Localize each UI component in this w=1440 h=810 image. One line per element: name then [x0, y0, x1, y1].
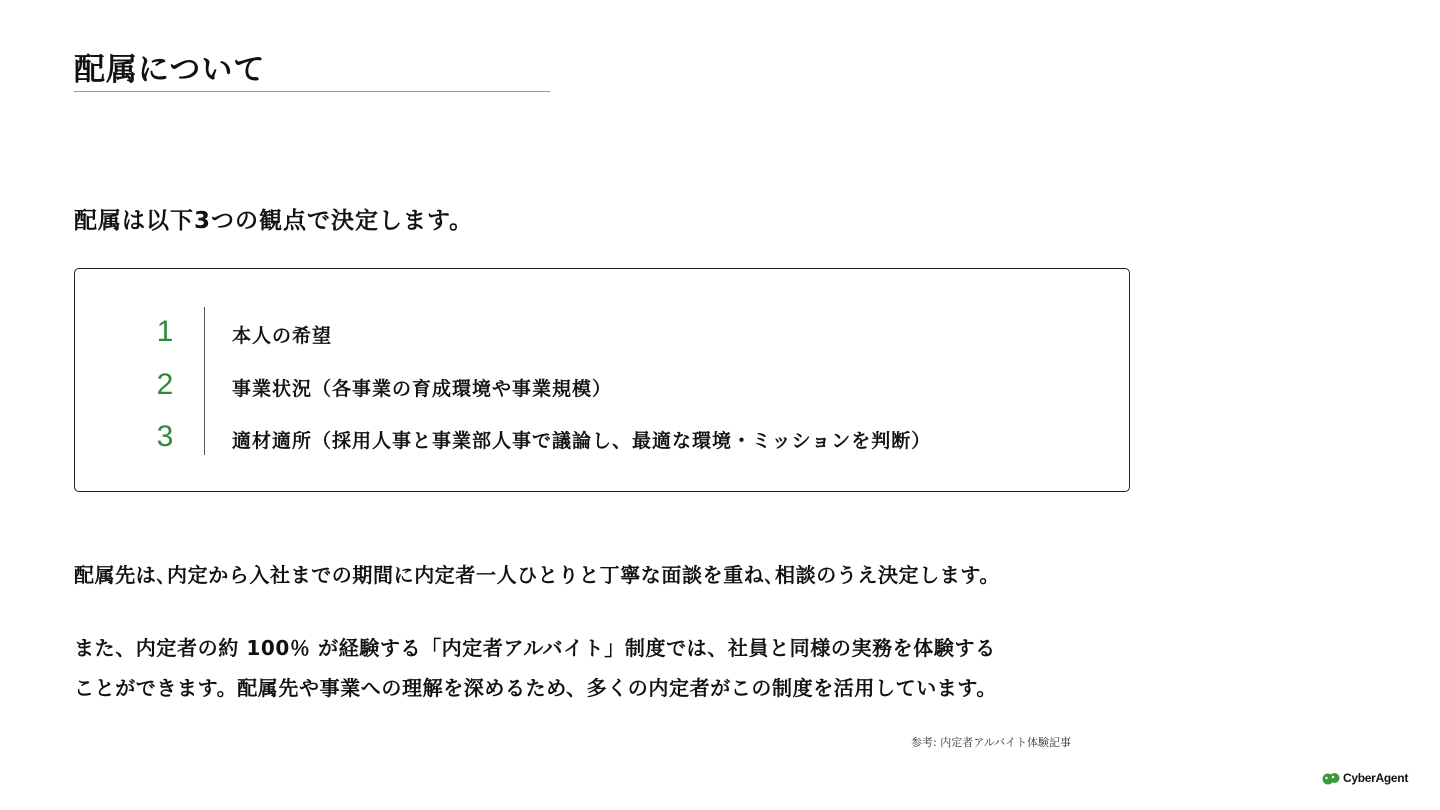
criteria-item-3	[75, 418, 1125, 458]
lead-text: 配属は以下3つの観点で決定します。	[74, 208, 474, 234]
page-title: 配属について	[74, 52, 266, 88]
criteria-number: 1	[156, 315, 174, 348]
criteria-box	[74, 268, 1130, 492]
criteria-item-1	[75, 313, 1125, 353]
body-paragraph-1: 配属先は､内定から入社までの期間に内定者一人ひとりと丁寧な面談を重ね､相談のうえ決定します。	[74, 563, 1000, 587]
body-paragraph-2-line-2: ことができます。配属先や事業への理解を深めるため、多くの内定者がこの制度を活用しています。	[74, 676, 997, 700]
criteria-number: 3	[156, 420, 174, 453]
criteria-text: 適材適所（採用人事と事業部人事で議論し、最適な環境・ミッションを判断）	[232, 430, 932, 452]
reference-link[interactable]: 参考: 内定者アルバイト体験記事	[911, 736, 1071, 749]
criteria-text: 本人の希望	[232, 325, 333, 347]
title-underline	[74, 91, 550, 92]
cyberagent-logo-icon	[1322, 772, 1340, 785]
brand-logo	[1322, 770, 1408, 786]
criteria-item-2	[75, 366, 1125, 406]
criteria-text: 事業状況（各事業の育成環境や事業規模）	[232, 378, 613, 400]
logo-text: CyberAgent	[1343, 771, 1409, 785]
criteria-number: 2	[156, 368, 174, 401]
body-paragraph-2-line-1: また、内定者の約 100％ が経験する「内定者アルバイト」制度では、社員と同様の実務を体験する	[74, 636, 996, 660]
